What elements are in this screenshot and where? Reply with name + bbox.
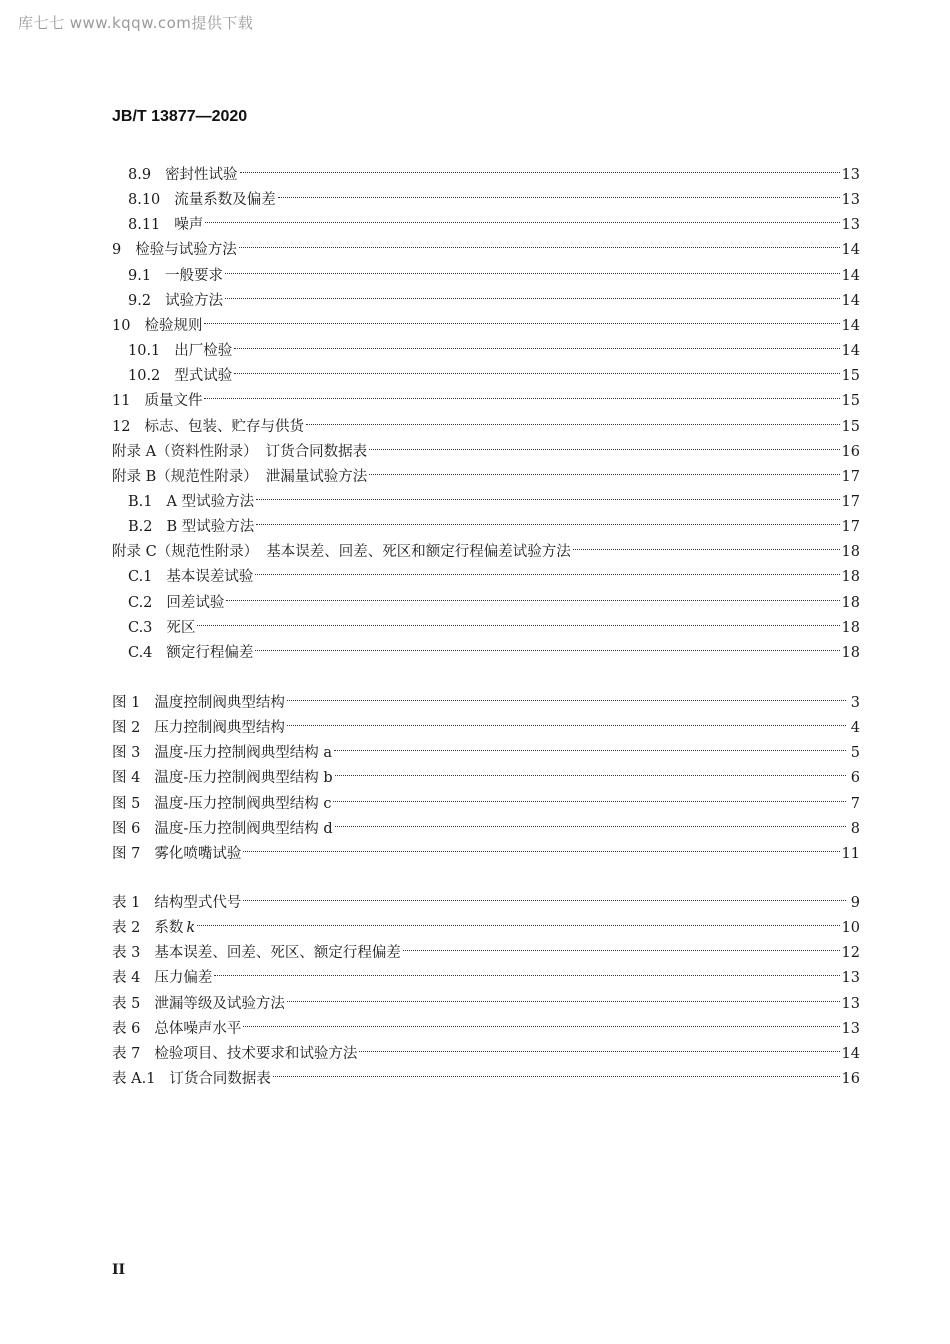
tables-entry[interactable] xyxy=(112,983,860,1012)
toc-entry[interactable] xyxy=(112,154,860,183)
entry-page-number: 18 xyxy=(841,544,860,561)
entry-number: 8.11 xyxy=(128,217,161,234)
entry-number: 表 1 xyxy=(112,895,141,911)
page-number: II xyxy=(112,1262,126,1278)
entry-number: 图 6 xyxy=(112,820,141,837)
tables-entry[interactable] xyxy=(112,957,860,987)
entry-page-number: 17 xyxy=(841,493,860,510)
dot-leader xyxy=(225,280,839,305)
entry-title: 温度-压力控制阀典型结构 d xyxy=(154,820,333,837)
entry-title: 基本误差、回差、死区、额定行程偏差 xyxy=(154,945,401,962)
entry-page-number: 11 xyxy=(841,845,860,862)
entry-title: 泄漏等级及试验方法 xyxy=(154,995,285,1012)
entry-page-number: 15 xyxy=(841,393,860,410)
entry-number: C.4 xyxy=(128,644,153,661)
dot-leader xyxy=(240,154,840,179)
dot-leader xyxy=(359,1033,839,1058)
entry-number: C.1 xyxy=(128,569,153,586)
dot-leader xyxy=(333,783,846,808)
toc-entry[interactable] xyxy=(112,431,860,460)
toc-entry[interactable] xyxy=(112,355,860,385)
figures-entry[interactable] xyxy=(112,757,860,787)
entry-page-number: 13 xyxy=(841,1020,860,1037)
dot-leader xyxy=(204,305,839,330)
dot-leader xyxy=(334,732,846,757)
entry-number: 10.1 xyxy=(128,343,161,360)
dot-leader xyxy=(403,932,840,957)
entry-number: 表 6 xyxy=(112,1020,141,1037)
entry-number: 8.9 xyxy=(128,167,152,183)
figures-entry[interactable] xyxy=(112,732,860,762)
toc-entry[interactable] xyxy=(112,280,860,309)
dot-leader xyxy=(369,431,839,456)
entry-number: 图 7 xyxy=(112,845,141,862)
toc-entry[interactable] xyxy=(112,255,860,284)
standard-code: JB/T 13877—2020 xyxy=(112,108,248,125)
toc-entry[interactable] xyxy=(112,380,860,410)
entry-title: 温度-压力控制阀典型结构 c xyxy=(154,795,332,812)
entry-number: 表 A.1 xyxy=(112,1071,156,1088)
dot-leader xyxy=(369,456,839,481)
toc-entry[interactable] xyxy=(112,330,860,360)
dot-leader xyxy=(243,882,846,907)
tables-entry[interactable] xyxy=(112,1058,860,1088)
toc-entry[interactable] xyxy=(112,556,860,586)
tables-entry[interactable] xyxy=(112,1033,860,1062)
entry-page-number: 9 xyxy=(850,895,860,911)
entry-page-number: 8 xyxy=(850,820,860,837)
entry-title: 温度控制阀典型结构 xyxy=(154,695,285,711)
entry-number: 图 2 xyxy=(112,720,141,737)
dot-leader xyxy=(255,556,839,581)
entry-number: C.3 xyxy=(128,619,153,636)
entry-title: 温度-压力控制阀典型结构 b xyxy=(154,770,333,787)
entry-title: 订货合同数据表 xyxy=(169,1071,271,1088)
dot-leader xyxy=(278,179,840,204)
entry-number: 表 4 xyxy=(112,970,141,987)
entry-title: 检验与试验方法 xyxy=(135,242,237,259)
entry-title: 系数 xyxy=(154,920,184,937)
dot-leader xyxy=(243,1008,839,1033)
dot-leader xyxy=(234,355,839,380)
entry-number: B.1 xyxy=(128,493,153,510)
entry-page-number: 14 xyxy=(841,343,860,360)
entry-title: B 型试验方法 xyxy=(166,519,255,536)
entry-title: 回差试验 xyxy=(166,594,225,611)
entry-title: 雾化喷嘴试验 xyxy=(154,845,242,862)
entry-title: 订货合同数据表 xyxy=(265,443,368,460)
entry-title: 基本误差、回差、死区和额定行程偏差试验方法 xyxy=(266,544,571,561)
watermark-text: 库七七 www.kqqw.com提供下载 xyxy=(18,14,254,32)
entry-number: 11 xyxy=(112,393,131,410)
toc-entry[interactable] xyxy=(112,582,860,611)
toc-entry[interactable] xyxy=(112,632,860,661)
entry-number: 表 5 xyxy=(112,995,141,1012)
dot-leader xyxy=(226,582,839,607)
entry-number: 图 1 xyxy=(112,695,141,711)
entry-title: 噪声 xyxy=(174,217,204,234)
tables-entry[interactable] xyxy=(112,907,860,937)
entry-number: 9.2 xyxy=(128,292,152,309)
dot-leader xyxy=(335,757,846,782)
dot-leader xyxy=(197,907,839,932)
dot-leader xyxy=(287,983,840,1008)
entry-title: 额定行程偏差 xyxy=(166,644,254,661)
entry-page-number: 17 xyxy=(841,519,860,536)
entry-title: 出厂检验 xyxy=(174,343,233,360)
tables-entry[interactable] xyxy=(112,1008,860,1037)
entry-title: 密封性试验 xyxy=(165,167,238,183)
entry-number: 9 xyxy=(112,242,122,259)
entry-title: 标志、包装、贮存与供货 xyxy=(144,418,304,435)
entry-page-number: 4 xyxy=(850,720,860,737)
entry-number: C.2 xyxy=(128,594,153,611)
entry-title: 流量系数及偏差 xyxy=(174,192,276,209)
tables-entry[interactable] xyxy=(112,932,860,962)
entry-page-number: 12 xyxy=(841,945,860,962)
entry-title: 压力控制阀典型结构 xyxy=(154,720,285,737)
entry-page-number: 15 xyxy=(841,418,860,435)
entry-title: 总体噪声水平 xyxy=(154,1020,242,1037)
dot-leader xyxy=(256,481,839,506)
entry-page-number: 18 xyxy=(841,644,860,661)
entry-page-number: 13 xyxy=(841,167,860,183)
entry-number: 图 3 xyxy=(112,745,141,762)
entry-number: 表 7 xyxy=(112,1045,141,1062)
entry-page-number: 6 xyxy=(850,770,860,787)
entry-number: 9.1 xyxy=(128,267,152,284)
entry-number: 10 xyxy=(112,317,131,334)
dot-leader xyxy=(234,330,839,355)
dot-leader xyxy=(256,506,839,531)
entry-page-number: 14 xyxy=(841,317,860,334)
entry-number: 8.10 xyxy=(128,192,161,209)
entry-number: 表 3 xyxy=(112,945,141,962)
dot-leader xyxy=(239,229,840,254)
entry-page-number: 14 xyxy=(841,292,860,309)
entry-number: 10.2 xyxy=(128,368,161,385)
entry-page-number: 15 xyxy=(841,368,860,385)
toc-entry[interactable] xyxy=(112,204,860,234)
toc-entry[interactable] xyxy=(112,506,860,536)
dot-leader xyxy=(243,833,839,858)
entry-number: 附录 A（资料性附录） xyxy=(112,443,258,460)
entry-number: 图 5 xyxy=(112,795,141,812)
entry-title-variable: k xyxy=(186,920,196,937)
entry-title: 基本误差试验 xyxy=(166,569,254,586)
entry-number: 12 xyxy=(112,418,131,435)
dot-leader xyxy=(273,1058,840,1083)
toc-entry[interactable] xyxy=(112,481,860,510)
figures-entry[interactable] xyxy=(112,707,860,737)
entry-title: 试验方法 xyxy=(165,292,224,309)
entry-title: A 型试验方法 xyxy=(166,493,255,510)
entry-page-number: 17 xyxy=(841,468,860,485)
entry-page-number: 5 xyxy=(850,745,860,762)
dot-leader xyxy=(214,957,839,982)
entry-page-number: 18 xyxy=(841,569,860,586)
entry-title: 温度-压力控制阀典型结构 a xyxy=(154,745,332,762)
entry-title: 检验规则 xyxy=(144,317,203,334)
entry-title: 型式试验 xyxy=(174,368,233,385)
entry-number: 图 4 xyxy=(112,770,141,787)
dot-leader xyxy=(225,255,839,280)
toc-entry[interactable] xyxy=(112,531,860,561)
entry-page-number: 13 xyxy=(841,995,860,1012)
entry-page-number: 14 xyxy=(841,267,860,284)
dot-leader xyxy=(255,632,839,657)
entry-number: 附录 B（规范性附录） xyxy=(112,468,258,485)
entry-title: 一般要求 xyxy=(165,267,224,284)
entry-title: 泄漏量试验方法 xyxy=(265,468,368,485)
toc-entry[interactable] xyxy=(112,305,860,334)
tables-entry[interactable] xyxy=(112,882,860,911)
dot-leader xyxy=(306,406,840,431)
toc-entry[interactable] xyxy=(112,179,860,209)
entry-page-number: 13 xyxy=(841,192,860,209)
entry-page-number: 7 xyxy=(850,795,860,812)
entry-page-number: 14 xyxy=(841,1045,860,1062)
dot-leader xyxy=(287,707,846,732)
figures-entry[interactable] xyxy=(112,783,860,812)
entry-number: 表 2 xyxy=(112,920,141,937)
toc-entry[interactable] xyxy=(112,406,860,435)
entry-title: 压力偏差 xyxy=(154,970,213,987)
entry-page-number: 13 xyxy=(841,970,860,987)
figures-entry[interactable] xyxy=(112,833,860,862)
toc-entry[interactable] xyxy=(112,229,860,259)
entry-page-number: 16 xyxy=(841,443,860,460)
entry-page-number: 10 xyxy=(841,920,860,937)
entry-number: 附录 C（规范性附录） xyxy=(112,544,259,561)
entry-title: 质量文件 xyxy=(144,393,203,410)
dot-leader xyxy=(335,808,846,833)
entry-page-number: 14 xyxy=(841,242,860,259)
entry-title: 检验项目、技术要求和试验方法 xyxy=(154,1045,358,1062)
entry-page-number: 13 xyxy=(841,217,860,234)
entry-page-number: 18 xyxy=(841,594,860,611)
entry-title: 死区 xyxy=(166,619,196,636)
dot-leader xyxy=(197,607,839,632)
figures-entry[interactable] xyxy=(112,682,860,711)
entry-page-number: 3 xyxy=(850,695,860,711)
entry-page-number: 18 xyxy=(841,619,860,636)
entry-number: B.2 xyxy=(128,519,153,536)
toc-entry[interactable] xyxy=(112,456,860,485)
dot-leader xyxy=(205,204,839,229)
toc-entry[interactable] xyxy=(112,607,860,636)
dot-leader xyxy=(287,682,846,707)
dot-leader xyxy=(204,380,839,405)
entry-title: 结构型式代号 xyxy=(154,895,242,911)
dot-leader xyxy=(573,531,840,556)
entry-page-number: 16 xyxy=(841,1071,860,1088)
figures-entry[interactable] xyxy=(112,808,860,837)
